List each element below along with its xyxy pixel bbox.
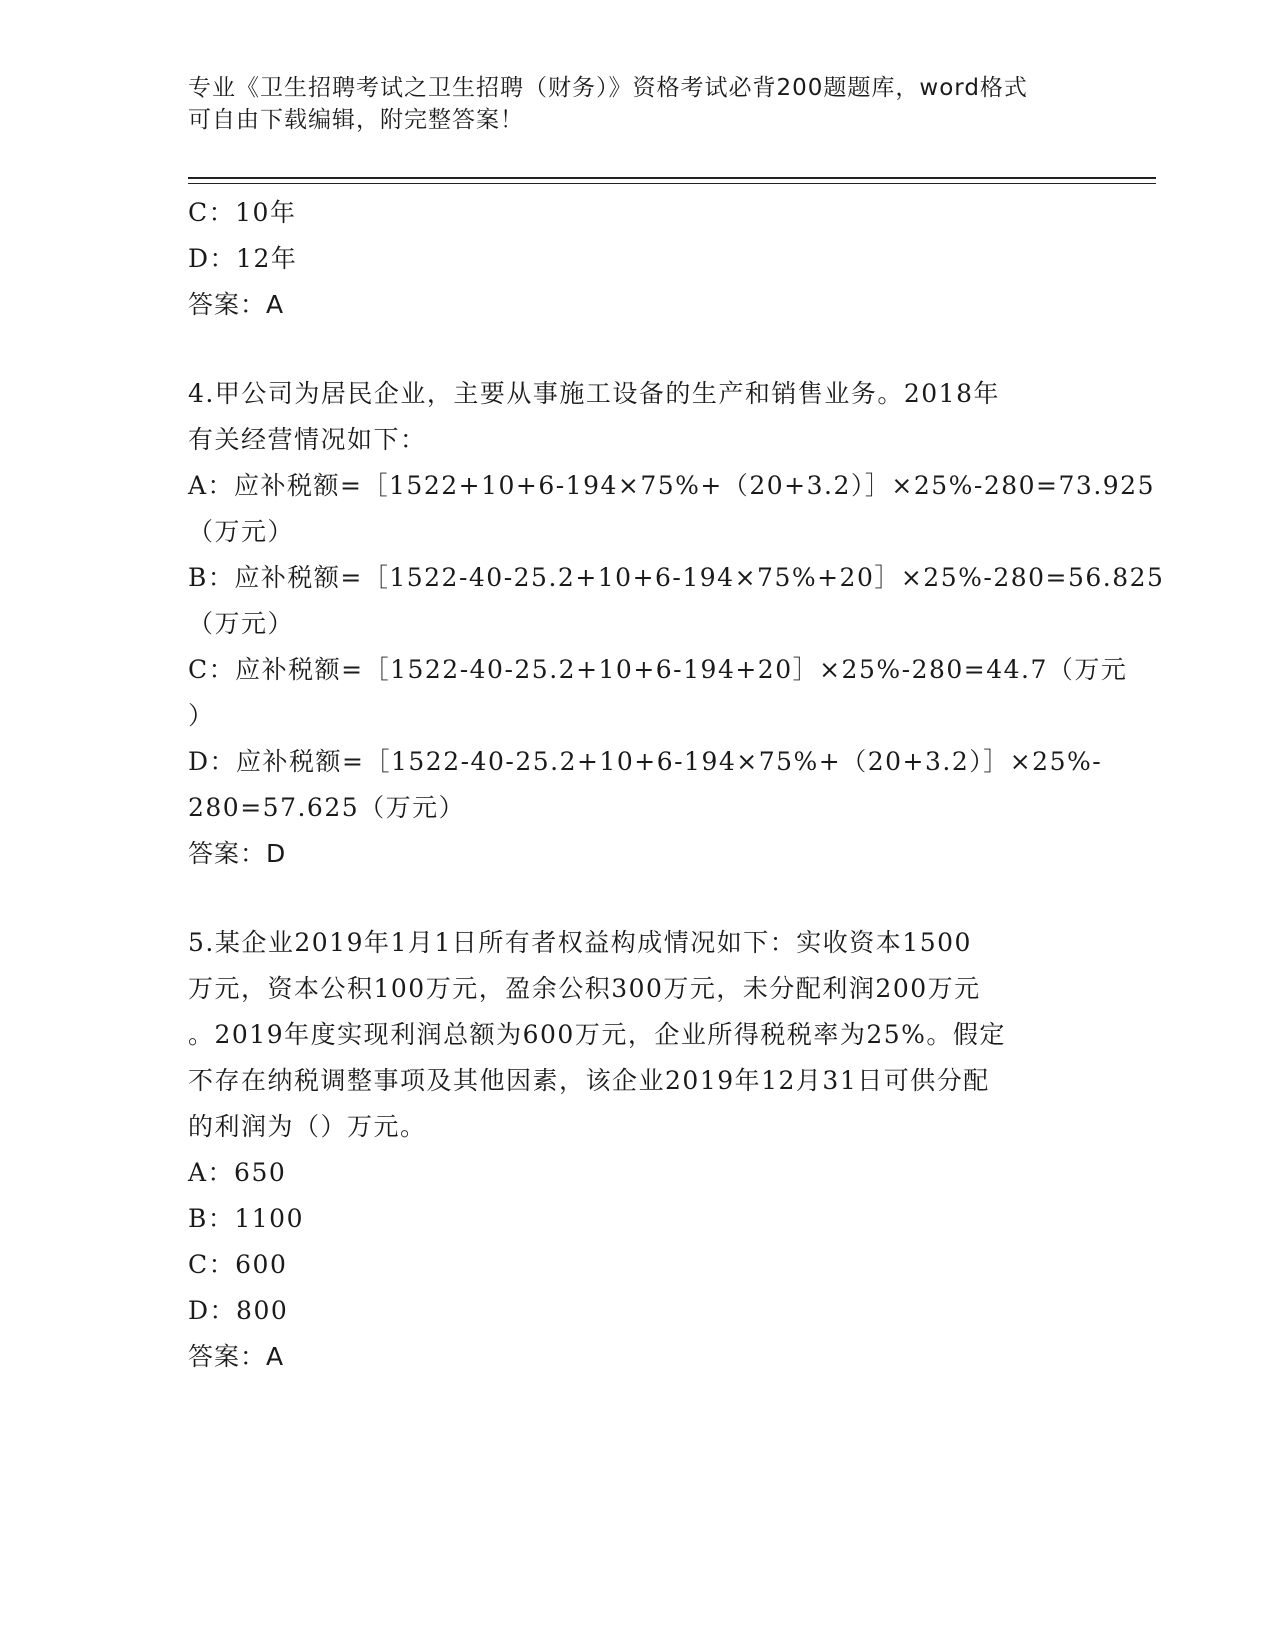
option-c: C：600 — [188, 1250, 288, 1279]
question-stem-line: 4.甲公司为居民企业，主要从事施工设备的生产和销售业务。2018年 — [188, 379, 1000, 408]
option-d: D：800 — [188, 1296, 289, 1325]
document-header — [188, 72, 1088, 136]
header-line-1: 专业《卫生招聘考试之卫生招聘（财务）》资格考试必背200题题库，word格式 — [188, 75, 1028, 101]
question-stem-line: 不存在纳税调整事项及其他因素，该企业2019年12月31日可供分配 — [188, 1066, 990, 1095]
option-d-continued: 280=57.625（万元） — [188, 793, 466, 822]
option-b: B：应补税额=［1522-40-25.2+10+6-194×75%+20］×25%-280=56.825 — [188, 563, 1165, 592]
question-5 — [188, 920, 1088, 1380]
question-stem-line: 万元，资本公积100万元，盈余公积300万元，未分配利润200万元 — [188, 974, 981, 1003]
question-stem-line: 。2019年度实现利润总额为600万元，企业所得税税率为25%。假定 — [188, 1020, 1006, 1049]
document-body — [188, 190, 1165, 1380]
answer-line: 答案：A — [188, 1342, 285, 1371]
option-d: D：12年 — [188, 244, 298, 273]
question-stem-line: 5.某企业2019年1月1日所有者权益构成情况如下：实收资本1500 — [188, 928, 972, 957]
option-d: D：应补税额=［1522-40-25.2+10+6-194×75%+（20+3.2）］×25%- — [188, 747, 1103, 776]
header-line-2: 可自由下载编辑，附完整答案！ — [188, 107, 524, 133]
answer-line: 答案：D — [188, 839, 287, 868]
option-b: B：1100 — [188, 1204, 304, 1233]
option-b-continued: （万元） — [188, 609, 295, 638]
question-stem-line: 有关经营情况如下： — [188, 425, 427, 454]
answer-line: 答案：A — [188, 290, 285, 319]
header-divider-thick — [188, 177, 1156, 179]
option-c: C：应补税额=［1522-40-25.2+10+6-194+20］×25%-280=44.7（万元 — [188, 655, 1128, 684]
option-a: A：应补税额=［1522+10+6-194×75%+（20+3.2）］×25%-280=73.925 — [188, 471, 1155, 500]
option-c-continued: ） — [188, 701, 215, 730]
option-c: C：10年 — [188, 198, 297, 227]
header-divider-thin — [188, 183, 1156, 184]
question-4 — [188, 371, 1165, 877]
option-a-continued: （万元） — [188, 517, 295, 546]
question-3-tail — [188, 190, 1088, 328]
question-stem-line: 的利润为（）万元。 — [188, 1112, 427, 1141]
option-a: A：650 — [188, 1158, 287, 1187]
